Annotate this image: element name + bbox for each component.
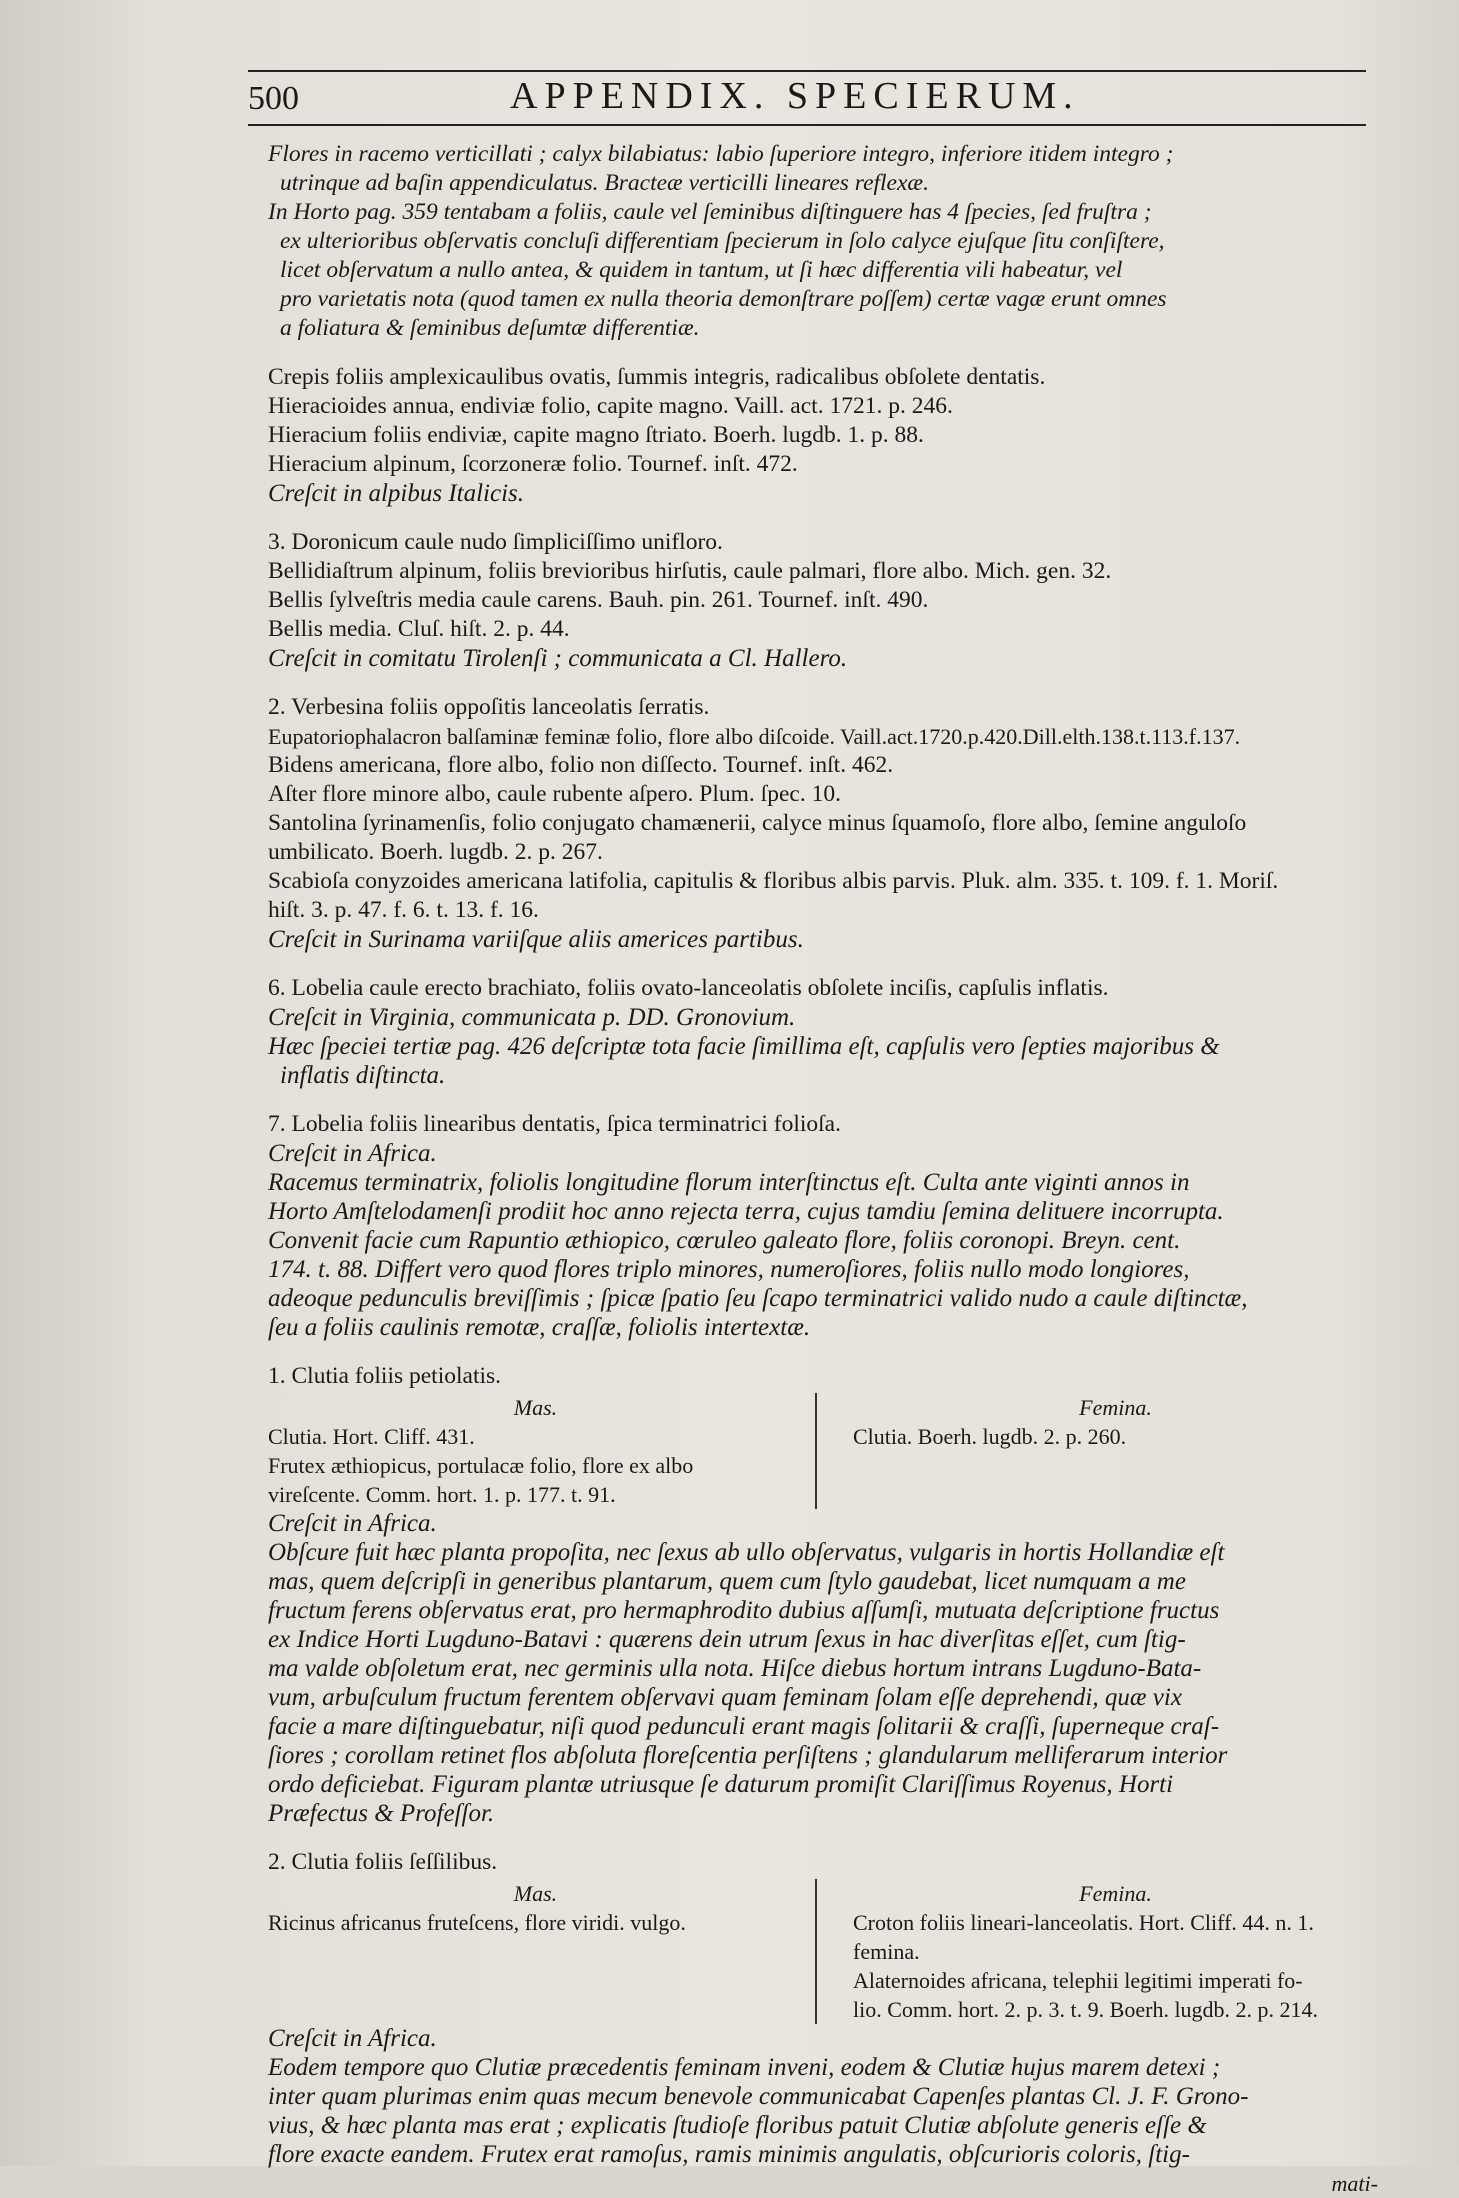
synonym: Santolina ſyrinamenſis, folio conjugato chamænerii, calyce minus ſquamoſo, flore albo, ſemine anguloſo — [268, 810, 1247, 836]
habitat-line: Creſcit in Surinama variiſque aliis americes partibus. — [268, 926, 804, 953]
column-heading: Femina. — [1079, 1395, 1152, 1420]
synonym: Hieracioides annua, endiviæ folio, capite magno. Vaill. act. 1721. p. 246. — [268, 393, 953, 419]
synonym-continued: hiſt. 3. p. 47. f. 6. t. 13. f. 16. — [268, 897, 539, 923]
note-line: ſeu a foliis caulinis remotæ, craſſæ, foliolis intertextæ. — [268, 1314, 811, 1341]
column-heading: Mas. — [513, 1395, 558, 1420]
note-line: ex Indice Horti Lugduno-Batavi : quærens dein utrum ſexus in hac diverſitas eſſet, cum ſtig- — [268, 1626, 1186, 1653]
entry-clutia-1 — [268, 1362, 1378, 1828]
column-mas — [268, 1879, 817, 2024]
synonym: Croton foliis lineari-lanceolatis. Hort. Cliff. 44. n. 1. — [853, 1910, 1314, 1935]
note-line: flore exacte eandem. Frutex erat ramoſus, ramis minimis angulatis, obſcurioris coloris, ſtig- — [268, 2141, 1190, 2168]
note-line: 174. t. 88. Differt vero quod flores triplo minores, numeroſiores, foliis nullo modo longiores, — [268, 1256, 1190, 1283]
note-line: facie a mare diſtinguebatur, niſi quod pedunculi erant magis ſolitarii & craſſi, ſuperneque craſ- — [268, 1713, 1220, 1740]
page-number: 500 — [248, 80, 299, 117]
note-line: Eodem tempore quo Clutiæ præcedentis feminam inveni, eodem & Clutiæ hujus marem detexi ; — [268, 2054, 1221, 2081]
text-line: licet obſervatum a nullo antea, & quidem in tantum, ut ſi hæc differentia vili habeatur, vel — [280, 257, 1123, 283]
note-line: vius, & hæc planta mas erat ; explicatis ſtudioſe floribus patuit Clutiæ abſolute generis eſſe & — [268, 2112, 1207, 2139]
habitat-line: Creſcit in Africa. — [268, 1140, 437, 1167]
page-body — [268, 140, 1378, 2198]
entry-title: Crepis foliis amplexicaulibus ovatis, ſummis integris, radicalibus obſolete dentatis. — [268, 364, 1046, 390]
running-head: APPENDIX. SPECIERUM. — [510, 75, 1080, 117]
column-femina — [817, 1879, 1378, 2024]
sex-columns — [268, 1393, 1378, 1509]
column-mas — [268, 1393, 817, 1509]
note-line: fructum ferens obſervatus erat, pro hermaphrodito dubius aſſumſi, mutuata deſcriptione fructus — [268, 1597, 1220, 1624]
note-line: ſiores ; corollam retinet flos abſoluta floreſcentia perſiſtens ; glandularum melliferarum interior — [268, 1742, 1228, 1769]
habitat-line: Creſcit in Virginia, communicata p. DD. Gronovium. — [268, 1004, 796, 1031]
synonym: Bellis media. Cluſ. hiſt. 2. p. 44. — [268, 616, 570, 642]
note-line: vum, arbuſculum fructum ferentem obſervavi quam feminam ſolam eſſe deprehendi, quæ vix — [268, 1684, 1182, 1711]
note-line: Obſcure fuit hæc planta propoſita, nec ſexus ab ullo obſervatus, vulgaris in hortis Hollandiæ eſt — [268, 1539, 1225, 1566]
habitat-line: Creſcit in alpibus Italicis. — [268, 480, 525, 507]
column-heading: Femina. — [1079, 1881, 1152, 1906]
habitat-line: Creſcit in Africa. — [268, 2025, 437, 2052]
synonym-continued: umbilicato. Boerh. lugdb. 2. p. 267. — [268, 839, 603, 865]
note-line: ma valde obſoletum erat, nec germinis ulla nota. Hiſce diebus hortum intrans Lugduno-Bata- — [268, 1655, 1202, 1682]
note-line: inter quam plurimas enim quas mecum benevole communicabat Capenſes plantas Cl. J. F. Grono- — [268, 2083, 1249, 2110]
entry-title: 2. Clutia foliis ſeſſilibus. — [268, 1849, 498, 1875]
synonym: Scabioſa conyzoides americana latifolia, capitulis & floribus albis parvis. Pluk. alm. 335. t. 109. f. 1. Moriſ. — [268, 868, 1279, 894]
note-line: Convenit facie cum Rapuntio æthiopico, cœruleo galeato flore, foliis coronopi. Breyn. cent. — [268, 1227, 1181, 1254]
synonym: Eupatoriophalacron balſaminæ feminæ folio, flore albo diſcoide. Vaill.act.1720.p.420.Dill.elth.138.t.113.f.137. — [268, 724, 1241, 749]
entry-title: 1. Clutia foliis petiolatis. — [268, 1363, 502, 1389]
entry-title: 3. Doronicum caule nudo ſimpliciſſimo unifloro. — [268, 529, 723, 555]
entry-verbesina — [268, 693, 1378, 954]
column-femina — [817, 1393, 1378, 1509]
synonym: Clutia. Hort. Cliff. 431. — [268, 1424, 475, 1449]
synonym: Alaternoides africana, telephii legitimi imperati fo- — [853, 1968, 1303, 1993]
synonym-continued: lio. Comm. hort. 2. p. 3. t. 9. Boerh. lugdb. 2. p. 214. — [853, 1997, 1319, 2022]
sex-columns — [268, 1879, 1378, 2024]
text-line: ex ulterioribus obſervatis concluſi differentiam ſpecierum in ſolo calyce ejuſque ſitu conſiſtere, — [280, 228, 1165, 254]
habitat-line: Creſcit in comitatu Tirolenſi ; communicata a Cl. Hallero. — [268, 645, 848, 672]
entry-lobelia-7 — [268, 1110, 1378, 1342]
entry-doronicum — [268, 528, 1378, 673]
entry-crepis — [268, 363, 1378, 508]
synonym: Bellidiaſtrum alpinum, foliis brevioribus hirſutis, caule palmari, flore albo. Mich. gen. 32. — [268, 558, 1112, 584]
entry-title: 6. Lobelia caule erecto brachiato, foliis ovato-lanceolatis obſolete inciſis, capſulis inflatis. — [268, 975, 1109, 1001]
synonym: Ricinus africanus fruteſcens, flore viridi. vulgo. — [268, 1910, 686, 1935]
note-line: ordo deficiebat. Figuram plantæ utriusque ſe daturum promiſit Clariſſimus Royenus, Horti — [268, 1771, 1174, 1798]
note-line: Horto Amſtelodamenſi prodiit hoc anno rejecta terra, cujus tamdiu ſemina delituere incorrupta. — [268, 1198, 1224, 1225]
synonym: Bellis ſylveſtris media caule carens. Bauh. pin. 261. Tournef. inſt. 490. — [268, 587, 929, 613]
synonym: Aſter flore minore albo, caule rubente aſpero. Plum. ſpec. 10. — [268, 781, 841, 807]
page-header — [248, 62, 1366, 132]
entry-clutia-2 — [268, 1848, 1378, 2198]
entry-title: 7. Lobelia foliis linearibus dentatis, ſpica terminatrici folioſa. — [268, 1111, 841, 1137]
synonym: Clutia. Boerh. lugdb. 2. p. 260. — [853, 1424, 1127, 1449]
text-line: pro varietatis nota (quod tamen ex nulla theoria demonſtrare poſſem) certæ vagæ erunt omnes — [280, 286, 1167, 312]
text-line: a foliatura & ſeminibus deſumtæ differentiæ. — [280, 315, 700, 341]
column-heading: Mas. — [513, 1881, 558, 1906]
entry-lobelia-6 — [268, 974, 1378, 1090]
synonym-continued: femina. — [853, 1939, 920, 1964]
synonym: Hieracium alpinum, ſcorzoneræ folio. Tournef. inſt. 472. — [268, 451, 798, 477]
header-rule-top — [248, 70, 1366, 72]
note-line: mas, quem deſcripſi in generibus plantarum, quem cum ſtylo gaudebat, licet numquam a me — [268, 1568, 1186, 1595]
text-line: utrinque ad baſin appendiculatus. Bracteæ verticilli lineares reflexæ. — [280, 170, 929, 196]
entry-title: 2. Verbesina foliis oppoſitis lanceolatis ſerratis. — [268, 694, 710, 720]
note-line: Racemus terminatrix, foliolis longitudine florum interſtinctus eſt. Culta ante viginti annos in — [268, 1169, 1190, 1196]
note-line: adeoque pedunculis breviſſimis ; ſpicæ ſpatio ſeu ſcapo terminatrici valido nudo a caule diſtinctæ, — [268, 1285, 1248, 1312]
catchword: mati- — [1331, 2171, 1378, 2196]
intro-paragraph — [268, 140, 1378, 343]
synonym: Bidens americana, flore albo, folio non diſſecto. Tournef. inſt. 462. — [268, 752, 894, 778]
text-line: Flores in racemo verticillati ; calyx bilabiatus: labio ſuperiore integro, inferiore itidem integro ; — [268, 141, 1174, 167]
synonym: Frutex æthiopicus, portulacæ folio, flore ex albo — [268, 1453, 694, 1478]
synonym: Hieracium foliis endiviæ, capite magno ſtriato. Boerh. lugdb. 1. p. 88. — [268, 422, 924, 448]
note-line: Hæc ſpeciei tertiæ pag. 426 deſcriptæ tota facie ſimillima eſt, capſulis vero ſepties majoribus & — [268, 1033, 1220, 1060]
text-line: In Horto pag. 359 tentabam a foliis, caule vel ſeminibus diſtinguere has 4 ſpecies, ſed fruſtra ; — [268, 199, 1152, 225]
note-line: Præfectus & Profeſſor. — [268, 1800, 495, 1827]
header-rule-bottom — [248, 124, 1366, 126]
note-line: inflatis diſtincta. — [280, 1062, 446, 1089]
synonym-continued: vireſcente. Comm. hort. 1. p. 177. t. 91. — [268, 1482, 616, 1507]
habitat-line: Creſcit in Africa. — [268, 1510, 437, 1537]
